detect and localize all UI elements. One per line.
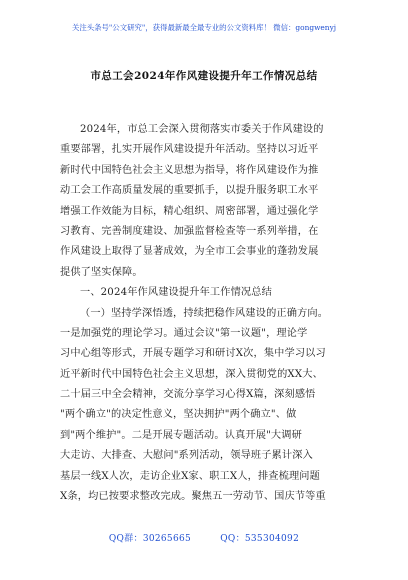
footer-qq-group: QQ群：30265665 <box>108 534 192 544</box>
text-line: 动工会工作高质量发展的重要抓手，以提升服务职工水平 <box>60 185 319 197</box>
text-line: 近平新时代中国特色社会主义思想，深入贯彻党的XX大、 <box>60 368 323 380</box>
footer-banner <box>0 531 408 544</box>
document-title: 市总工会2024年作风建设提升年工作情况总结 <box>90 70 318 82</box>
text-line: 一是加强党的理论学习。通过会议"第一议题"，理论学 <box>60 327 308 339</box>
document-body <box>60 120 358 507</box>
text-line: 重要部署，扎实开展作风建设提升年活动。坚持以习近平 <box>60 144 319 156</box>
text-line: 习教育、完善制度建设、加强监督检查等一系列举措，在 <box>60 225 319 237</box>
text-line: （一）坚持学深悟透，持续把稳作风建设的正确方向。 <box>80 307 329 319</box>
text-line: 作风建设上取得了显著成效，为全市工会事业的蓬勃发展 <box>60 246 319 258</box>
text-line: 习中心组等形式，开展专题学习和研讨X次，集中学习以习 <box>60 348 326 360</box>
header-banner: 关注头条号"公文研究"，获得最新最全最专业的公文资料库！ 微信：gongwenyj <box>71 23 337 32</box>
text-line: 基层一线X人次，走访企业X家、职工X人，排查梳理问题 <box>60 470 320 482</box>
text-line: 新时代中国特色社会主义思想为指导，将作风建设作为推 <box>60 164 319 176</box>
text-line: 提供了坚实保障。 <box>60 266 143 278</box>
text-line: "两个确立"的决定性意义，坚决拥护"两个确立"、做 <box>60 409 297 421</box>
footer-qq: QQ：535304092 <box>220 534 300 544</box>
text-line: 一、2024年作风建设提升年工作情况总结 <box>80 287 272 299</box>
text-line: X条，均已按要求整改完成。聚焦五一劳动节、国庆节等重 <box>60 491 326 503</box>
text-line: 增强工作效能为目标，精心组织、周密部署，通过强化学 <box>60 205 319 217</box>
text-line: 大走访、大排查、大慰问"系列活动，领导班子累计深入 <box>60 450 313 462</box>
text-line: 二十届三中全会精神，交流分享学习心得X篇，深刻感悟 <box>60 389 316 401</box>
text-line: 2024年，市总工会深入贯彻落实市委关于作风建设的 <box>80 124 324 135</box>
text-line: 到"两个维护"。二是开展专题活动。认真开展"大调研 <box>60 429 302 441</box>
